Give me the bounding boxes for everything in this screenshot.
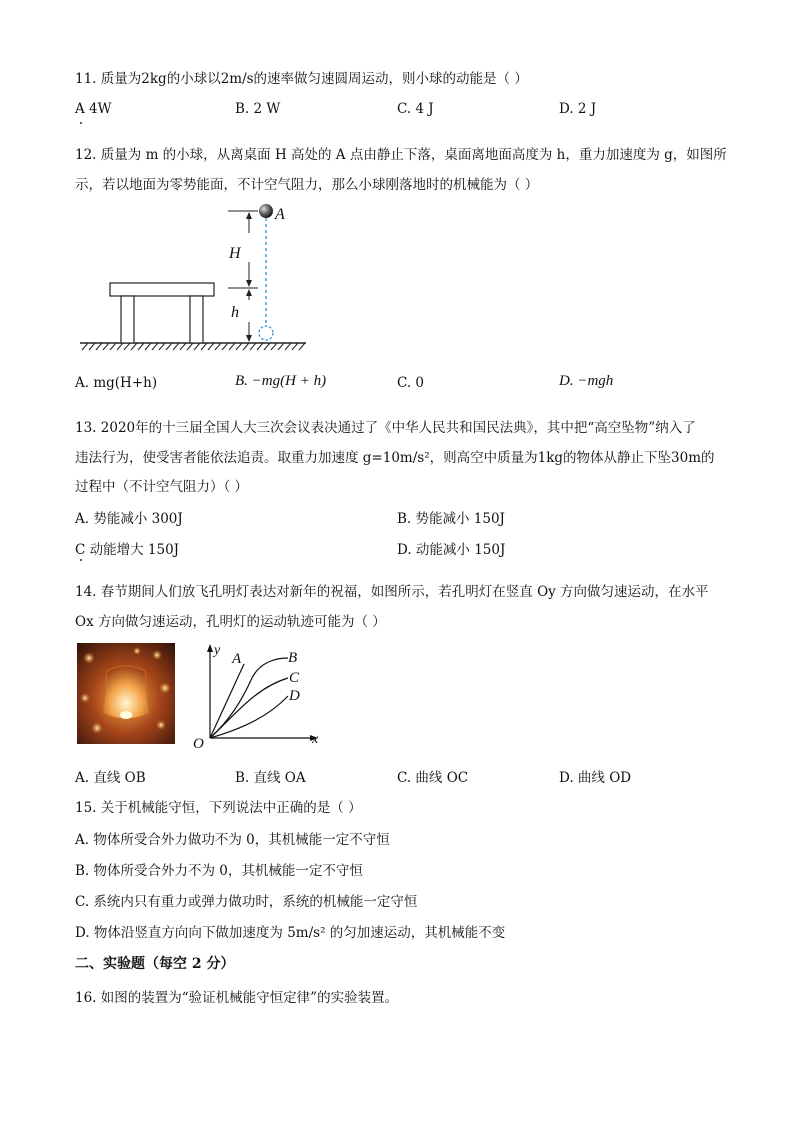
q12-stem-line2: 示，若以地面为零势能面，不计空气阻力，那么小球刚落地时的机械能为（ ） (75, 177, 539, 193)
q15-option-c: C. 系统内只有重力或弹力做功时，系统的机械能一定守恒 (75, 894, 418, 910)
q11-text: 质量为2kg的小球以2m/s的速率做匀速圆周运动，则小球的动能是（ ） (100, 71, 528, 87)
q14-stem-line2: Ox 方向做匀速运动，孔明灯的运动轨迹可能为（ ） (75, 614, 386, 630)
q13-stem-line1 (75, 416, 696, 436)
q11-option-b: B. 2 W (235, 101, 281, 117)
q16-text: 如图的装置为“验证机械能守恒定律”的实验装置。 (100, 990, 399, 1006)
q13-number: 13. (75, 420, 97, 436)
q14-option-d: D. 曲线 OD (559, 770, 632, 786)
ball-icon (259, 204, 273, 218)
curve-A (210, 664, 244, 738)
table-leg-left (121, 296, 134, 343)
q14-number: 14. (75, 584, 97, 600)
q12-option-d: D. −mgh (559, 373, 614, 389)
q12-option-b: B. −mg(H + h) (235, 373, 327, 389)
q13-option-b: B. 势能减小 150J (397, 511, 505, 527)
section-heading: 二、实验题（每空 2 分） (75, 956, 235, 972)
q14-graph (190, 640, 330, 750)
q11-option-a: A 4W (75, 101, 112, 117)
label-H: H (229, 245, 241, 262)
ball-landing (259, 326, 273, 340)
q11-stem (75, 67, 528, 87)
q12-number: 12. (75, 147, 97, 163)
stray-dot (80, 559, 82, 561)
q16-stem (75, 986, 398, 1006)
label-C: C (289, 670, 300, 686)
table-top (110, 283, 214, 296)
q15-text: 关于机械能守恒，下列说法中正确的是（ ） (100, 800, 362, 816)
q15-stem (75, 796, 362, 816)
q15-option-b: B. 物体所受合外力不为 0，其机械能一定不守恒 (75, 863, 363, 879)
label-h: h (231, 304, 239, 321)
q12-stem-line1 (75, 143, 727, 163)
q11-option-d: D. 2 J (559, 101, 597, 117)
curve-C (210, 678, 288, 738)
q15-option-d: D. 物体沿竖直方向向下做加速度为 5m/s² 的匀加速运动，其机械能不变 (75, 925, 506, 941)
q12-text-line1: 质量为 m 的小球，从离桌面 H 高处的 A 点由静止下落，桌面离地面高度为 h，重力加速度为 g，如图所 (100, 147, 727, 163)
q13-stem-line2: 违法行为，使受害者能依法追责。取重力加速度 g=10m/s²，则高空中质量为1kg的物体从静止下坠30m的 (75, 450, 715, 466)
q13-option-a: A. 势能减小 300J (75, 511, 183, 527)
label-D: D (289, 688, 300, 704)
q14-option-a: A. 直线 OB (75, 770, 146, 786)
label-x: x (312, 732, 319, 747)
lantern-photo (77, 643, 175, 744)
q11-number: 11. (75, 71, 97, 87)
q12-option-c: C. 0 (397, 375, 425, 391)
q13-text-line1: 2020年的十三届全国人大三次会议表决通过了《中华人民共和国民法典》，其中把“高空坠物”纳入了 (100, 420, 696, 436)
q13-option-c: C 动能增大 150J (75, 542, 180, 558)
q14-text-line1: 春节期间人们放飞孔明灯表达对新年的祝福，如图所示，若孔明灯在竖直 Oy 方向做匀速运动，在水平 (100, 584, 709, 600)
table-leg-right (190, 296, 203, 343)
q13-stem-line3: 过程中（不计空气阻力）（ ） (75, 479, 249, 495)
q15-number: 15. (75, 800, 97, 816)
q12-figure (78, 200, 318, 360)
q14-stem-line1 (75, 580, 709, 600)
label-origin: O (193, 736, 204, 750)
stray-dot (80, 122, 82, 124)
curve-D (210, 696, 288, 738)
label-y: y (214, 643, 221, 658)
q15-option-a: A. 物体所受合外力做功不为 0，其机械能一定不守恒 (75, 832, 390, 848)
q13-option-d: D. 动能减小 150J (397, 542, 506, 558)
ground-hatching (82, 343, 305, 350)
q14-option-c: C. 曲线 OC (397, 770, 469, 786)
q12-option-a: A. mg(H+h) (75, 375, 158, 391)
q16-number: 16. (75, 990, 97, 1006)
label-B: B (288, 650, 298, 666)
label-A: A (275, 206, 285, 223)
label-A: A (232, 651, 242, 667)
q14-option-b: B. 直线 OA (235, 770, 306, 786)
q11-option-c: C. 4 J (397, 101, 434, 117)
